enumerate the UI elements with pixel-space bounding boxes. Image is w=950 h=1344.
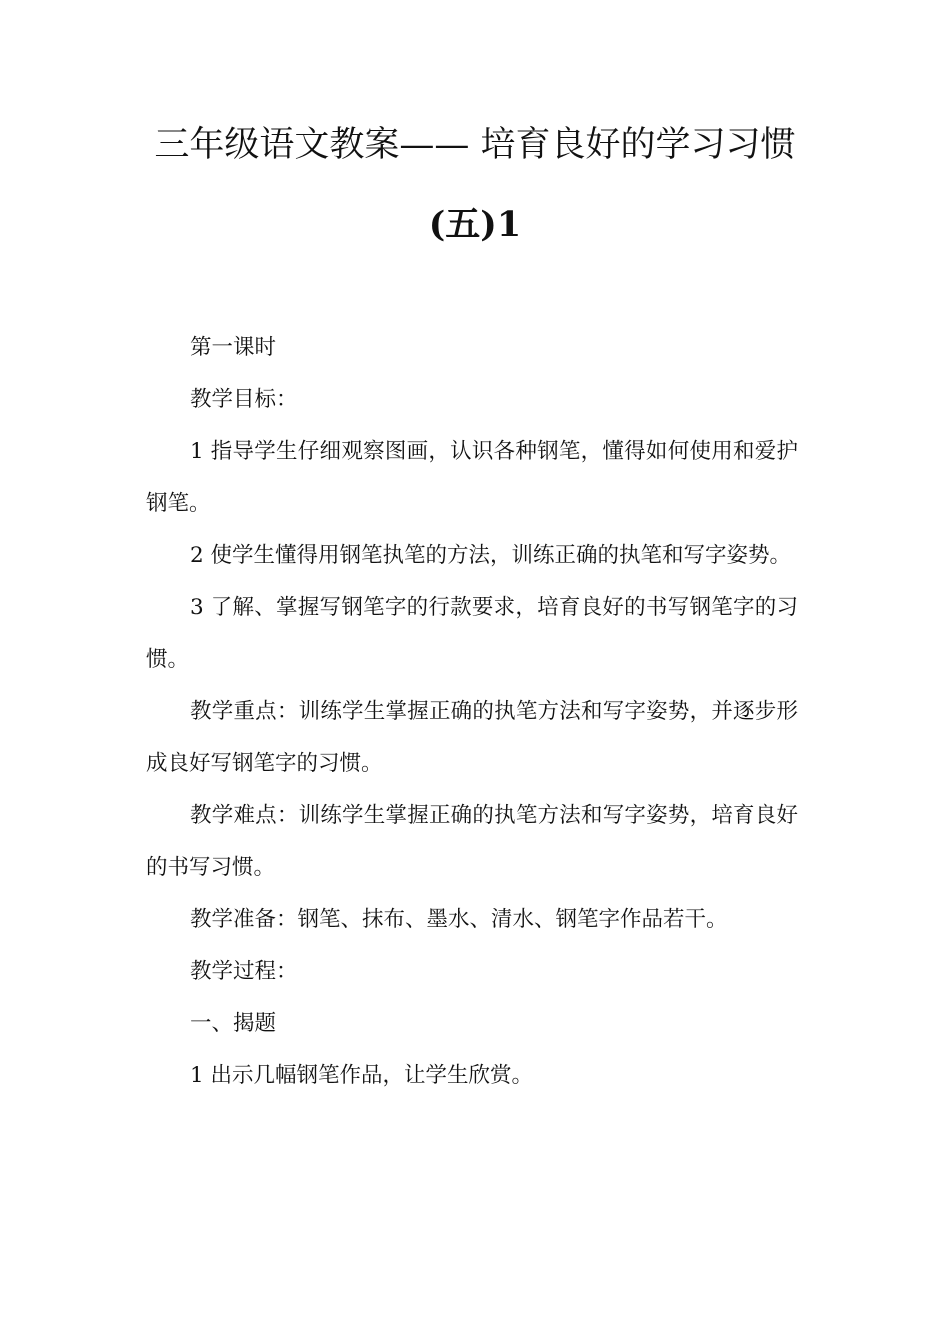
paragraph-difficulties: 教学难点：训练学生掌握正确的执笔方法和写字姿势，培育良好的书写习惯。 (146, 803, 798, 880)
paragraph-section-1-heading: 一、揭题 (190, 1011, 277, 1036)
paragraph-goals-heading: 教学目标： (190, 387, 298, 412)
document-title-line-1: 三年级语文教案—— 培育良好的学习习惯 (154, 125, 796, 165)
paragraph-key-points: 教学重点：训练学生掌握正确的执笔方法和写字姿势，并逐步形成良好写钢笔字的习惯。 (146, 699, 798, 776)
paragraph-process-heading: 教学过程： (190, 959, 298, 984)
document-body (146, 322, 798, 1102)
paragraph-goal-2: 2 使学生懂得用钢笔执笔的方法，训练正确的执笔和写字姿势。 (190, 543, 792, 568)
paragraph-lesson-period: 第一课时 (190, 335, 277, 360)
document-title-line-2: (五)1 (428, 204, 522, 245)
paragraph-preparation: 教学准备：钢笔、抹布、墨水、清水、钢笔字作品若干。 (190, 907, 728, 932)
paragraph-goal-1: 1 指导学生仔细观察图画，认识各种钢笔，懂得如何使用和爱护钢笔。 (146, 439, 798, 516)
paragraph-step-1: 1 出示几幅钢笔作品，让学生欣赏。 (190, 1063, 534, 1088)
paragraph-goal-3: 3 了解、掌握写钢笔字的行款要求，培育良好的书写钢笔字的习惯。 (146, 595, 798, 672)
